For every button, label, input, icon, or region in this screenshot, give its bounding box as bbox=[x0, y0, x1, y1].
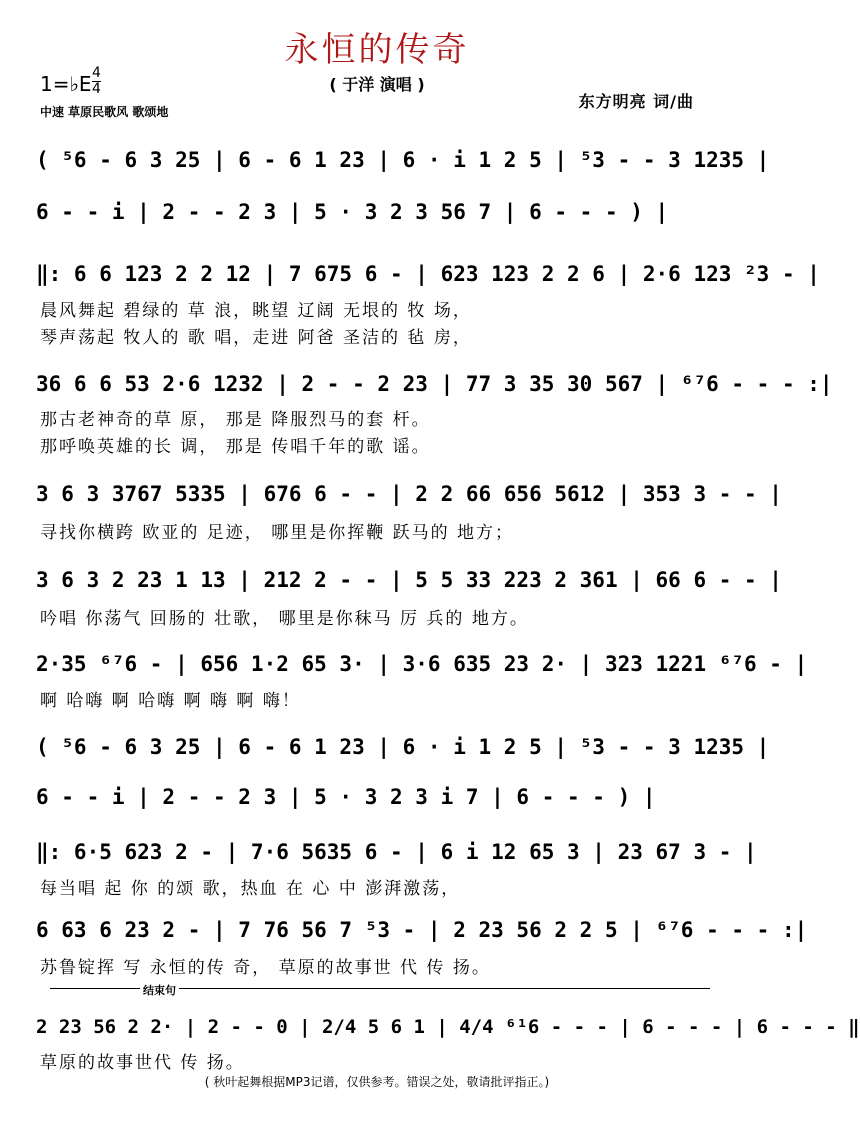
lyric-line-3b: 琴声荡起 牧人的 歌 唱，走进 阿爸 圣洁的 毡 房， bbox=[40, 328, 472, 348]
time-signature bbox=[92, 66, 101, 97]
score-line-3: ‖: 6 6 123 2 2 12 | 7 675 6 - | 623 123 2 2 6 | 2·6 123 ²3 - | bbox=[36, 262, 820, 286]
score-line-8: ( ⁵6 - 6 3 25 | 6 - 6 1 23 | 6 · i 1 2 5 | ⁵3 - - 3 1235 | bbox=[36, 735, 770, 759]
score-line-10: ‖: 6·5 623 2 - | 7·6 5635 6 - | 6 i 12 65 3 | 23 67 3 - | bbox=[36, 840, 757, 864]
footnote: ( 秋叶起舞根据MP3记谱，仅供参考。错误之处，敬请批评指正。) bbox=[204, 1075, 550, 1089]
key-signature: 1=♭E bbox=[40, 72, 92, 96]
lyric-line-4b: 那呼唤英雄的长 调， 那是 传唱千年的歌 谣。 bbox=[40, 437, 431, 457]
time-top: 4 bbox=[92, 65, 101, 81]
score-line-9: 6 - - i | 2 - - 2 3 | 5 · 3 2 3 i 7 | 6 - - - ) | bbox=[36, 785, 656, 809]
score-line-2: 6 - - i | 2 - - 2 3 | 5 · 3 2 3 56 7 | 6 - - - ) | bbox=[36, 200, 669, 224]
lyric-line-7: 啊 哈嗨 啊 哈嗨 啊 嗨 啊 嗨！ bbox=[40, 691, 301, 711]
lyric-line-12: 草原的故事世代 传 扬。 bbox=[40, 1053, 245, 1073]
singer-credit: ( 于洋 演唱 ) bbox=[329, 75, 425, 94]
song-title: 永恒的传奇 bbox=[284, 30, 470, 70]
score-line-11: 6 63 6 23 2 - | 7 76 56 7 ⁵3 - | 2 23 56 2 2 5 | ⁶⁷6 - - - :| bbox=[36, 918, 808, 942]
score-line-4: 36 6 6 53 2·6 1232 | 2 - - 2 23 | 77 3 35 30 567 | ⁶⁷6 - - - :| bbox=[36, 372, 833, 396]
tempo-style: 中速 草原民歌风 歌颂地 bbox=[40, 105, 169, 119]
lyric-line-11: 苏鲁锭挥 写 永恒的传 奇， 草原的故事世 代 传 扬。 bbox=[40, 958, 491, 978]
lyric-line-5: 寻找你横跨 欧亚的 足迹， 哪里是你挥鞭 跃马的 地方； bbox=[40, 523, 515, 543]
score-line-12: 2 23 56 2 2· | 2 - - 0 | 2/4 5 6 1 | 4/4 ⁶¹6 - - - | 6 - - - | 6 - - - ‖ bbox=[36, 1016, 860, 1038]
time-bottom: 4 bbox=[92, 81, 101, 97]
lyric-line-3a: 晨风舞起 碧绿的 草 浪，眺望 辽阔 无垠的 牧 场， bbox=[40, 301, 472, 321]
lyric-line-6: 吟唱 你荡气 回肠的 壮歌， 哪里是你秣马 厉 兵的 地方。 bbox=[40, 609, 529, 629]
score-line-1: ( ⁵6 - 6 3 25 | 6 - 6 1 23 | 6 · i 1 2 5 | ⁵3 - - 3 1235 | bbox=[36, 148, 770, 172]
lyric-line-10: 每当唱 起 你 的颂 歌，热血 在 心 中 澎湃激荡， bbox=[40, 879, 461, 899]
author-credit: 东方明亮 词/曲 bbox=[578, 92, 694, 111]
score-line-5: 3 6 3 3767 5335 | 676 6 - - | 2 2 66 656 5612 | 353 3 - - | bbox=[36, 482, 782, 506]
score-line-7: 2·35 ⁶⁷6 - | 656 1·2 65 3· | 3·6 635 23 2· | 323 1221 ⁶⁷6 - | bbox=[36, 652, 808, 676]
ending-label: 结束句 bbox=[140, 982, 179, 998]
lyric-line-4a: 那古老神奇的草 原， 那是 降服烈马的套 杆。 bbox=[40, 410, 431, 430]
score-line-6: 3 6 3 2 23 1 13 | 212 2 - - | 5 5 33 223 2 361 | 66 6 - - | bbox=[36, 568, 782, 592]
